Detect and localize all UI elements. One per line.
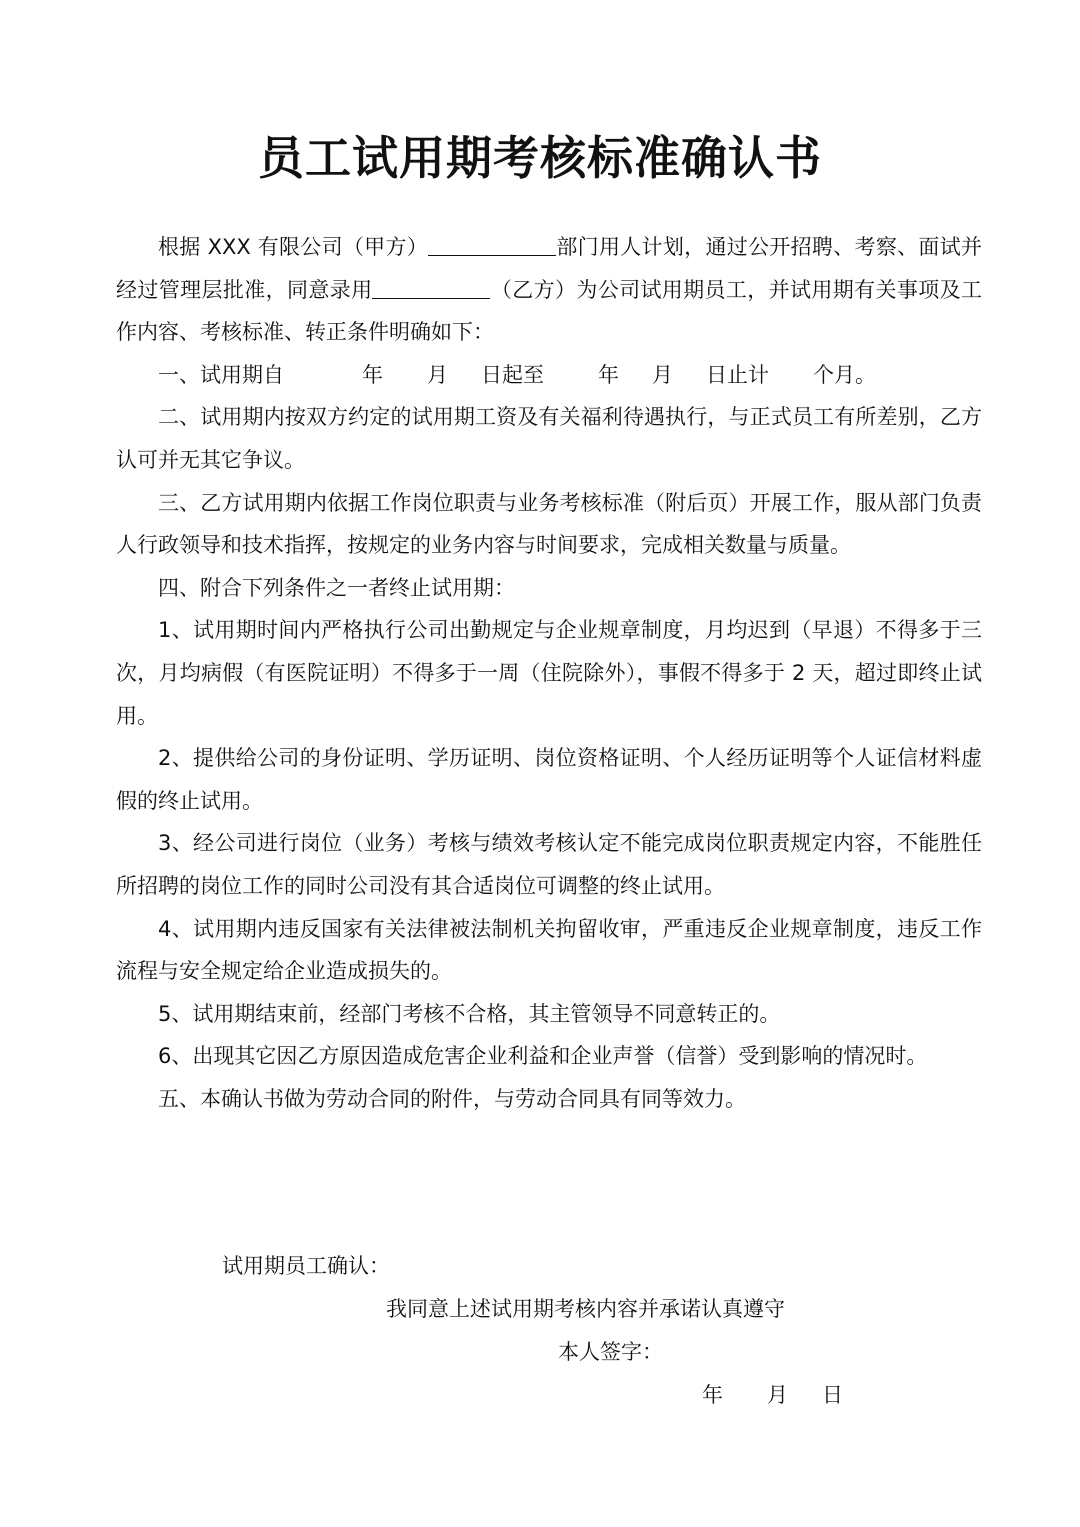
trial-start-month: 月 xyxy=(427,362,448,387)
clause-5: 五、本确认书做为劳动合同的附件，与劳动合同具有同等效力。 xyxy=(158,1086,746,1111)
signature-date-year: 年 xyxy=(702,1383,723,1407)
department-blank xyxy=(428,229,556,256)
clause-3: 三、乙方试用期内依据工作岗位职责与业务考核标准（附后页）开展工作，服从部门负责人行政领导和技术指挥，按规定的业务内容与时间要求，完成相关数量与质量。 xyxy=(116,490,982,558)
condition-5: 5、试用期结束前，经部门考核不合格，其主管领导不同意转正的。 xyxy=(158,1001,781,1026)
intro-part-3: （乙方）为公司试用期员工，并试用期有关事项及工作内容、考核标准、转正条件明确如下： xyxy=(116,277,983,345)
trial-end-month: 月 xyxy=(652,362,673,387)
clause-4-heading: 四、附合下列条件之一者终止试用期： xyxy=(158,575,515,600)
trial-period-lead: 一、试用期自 xyxy=(158,362,284,387)
intro-paragraph xyxy=(116,226,982,354)
trial-start-day: 日起至 xyxy=(481,362,544,387)
condition-6: 6、出现其它因乙方原因造成危害企业利益和企业声誉（信誉）受到影响的情况时。 xyxy=(158,1044,928,1069)
employee-name-blank xyxy=(372,272,490,299)
condition-1: 1、试用期时间内严格执行公司出勤规定与企业规章制度，月均迟到（早退）不得多于三次，月均病假（有医院证明）不得多于一周（住院除外），事假不得多于 2 天，超过即终止试用。 xyxy=(116,618,982,728)
condition-3: 3、经公司进行岗位（业务）考核与绩效考核认定不能完成岗位职责规定内容，不能胜任所招聘的岗位工作的同时公司没有其合适岗位可调整的终止试用。 xyxy=(116,831,982,898)
trial-end-year: 年 xyxy=(598,362,619,387)
intro-part-1: 根据 XXX 有限公司（甲方） xyxy=(158,235,429,259)
trial-end-day: 日止计 xyxy=(706,362,769,387)
condition-2: 2、提供给公司的身份证明、学历证明、岗位资格证明、个人经历证明等个人证信材料虚假的终止试用。 xyxy=(116,746,982,813)
trial-months: 个月。 xyxy=(813,362,876,387)
trial-start-year: 年 xyxy=(362,362,383,387)
document-title: 员工试用期考核标准确认书 xyxy=(258,131,822,185)
signature-label: 本人签字： xyxy=(558,1340,663,1364)
signature-date-day: 日 xyxy=(822,1383,843,1407)
intro-part-2: 部门用人计划，通过公开招聘、考察、面试并经过管理层批准，同意录用 xyxy=(116,235,983,302)
employee-confirm-label: 试用期员工确认： xyxy=(222,1254,390,1278)
trial-period-row xyxy=(116,354,982,397)
agreement-statement: 我同意上述试用期考核内容并承诺认真遵守 xyxy=(386,1297,785,1321)
signature-date-month: 月 xyxy=(767,1383,788,1407)
clause-2: 二、试用期内按双方约定的试用期工资及有关福利待遇执行，与正式员工有所差别，乙方认可并无其它争议。 xyxy=(116,405,982,472)
document-body xyxy=(116,226,982,1120)
condition-4: 4、试用期内违反国家有关法律被法制机关拘留收审，严重违反企业规章制度，违反工作流程与安全规定给企业造成损失的。 xyxy=(116,916,982,984)
